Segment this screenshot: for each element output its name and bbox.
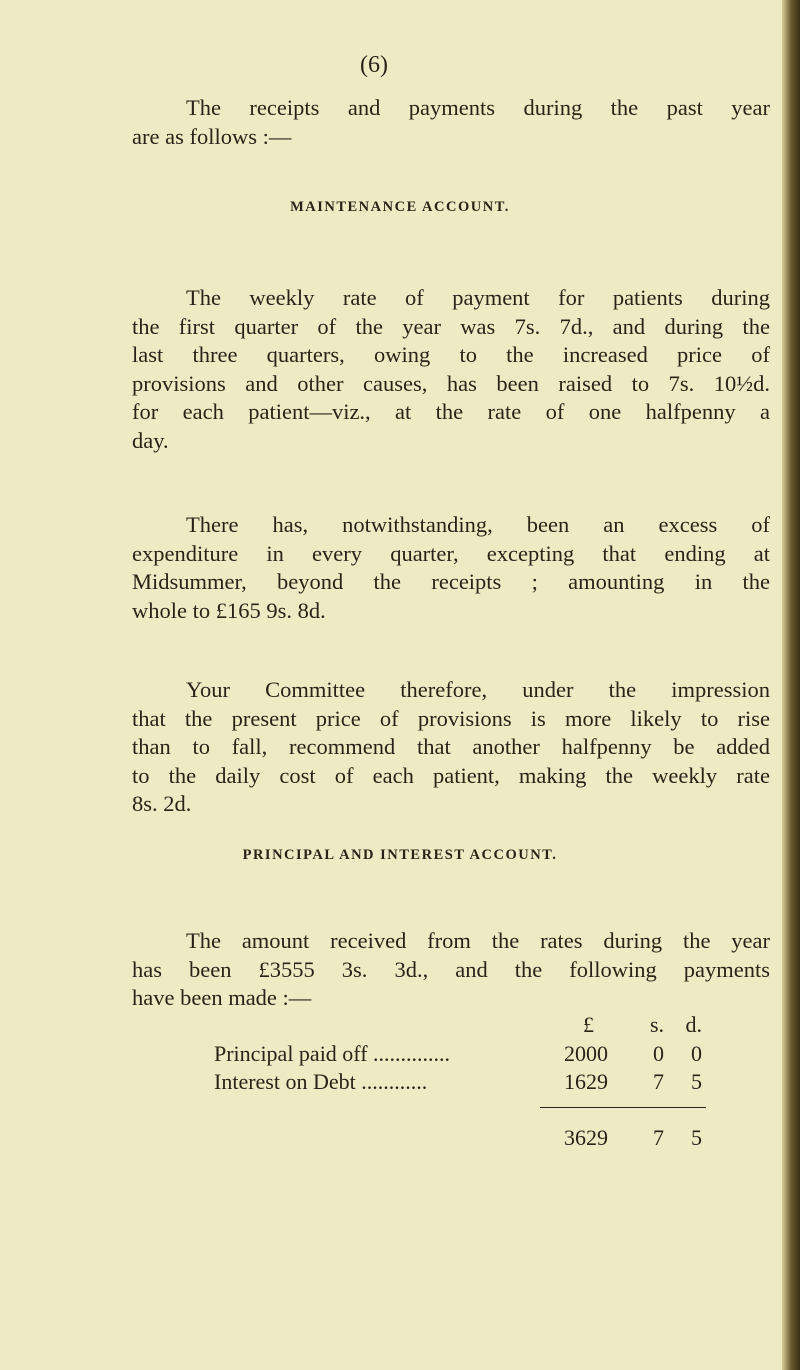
text-line: have been made :— [132,985,312,1010]
text-line: to the daily cost of each patient, making the weekly rate [132,762,770,788]
text-line: provisions and other causes, has been raised to 7s. 10½d. [132,370,770,396]
cell-pence: 5 [691,1069,702,1094]
intro-paragraph [132,94,770,151]
paragraph-excess-expenditure [132,511,770,625]
cell-pounds: 2000 [564,1041,608,1066]
text-line: The receipts and payments during the past year [186,95,770,120]
text-line: day. [132,427,169,453]
row-label: Interest on Debt ............ [214,1069,428,1094]
paragraph-committee-recommendation [132,676,770,819]
row-label: Principal paid off .............. [214,1041,451,1066]
text-line: last three quarters, owing to the increased price of [132,342,770,367]
cell-pence: 0 [691,1041,702,1066]
text-line: the first quarter of the year was 7s. 7d., and during the [132,313,770,339]
text-line: are as follows :— [132,123,292,149]
text-line: Midsummer, beyond the receipts ; amounting in the [132,569,770,594]
section-heading-principal-interest: PRINCIPAL AND INTEREST ACCOUNT. [242,847,558,863]
cell-shillings: 0 [653,1041,664,1066]
column-header-pence: d. [685,1012,702,1037]
text-line: There has, notwithstanding, been an excess of [186,512,770,537]
cell-shillings: 7 [653,1069,664,1094]
total-pence: 5 [691,1125,702,1150]
text-line: than to fall, recommend that another halfpenny be added [132,734,770,759]
total-rule [540,1107,706,1108]
text-line: The amount received from the rates during the year [186,928,770,953]
text-line: The weekly rate of payment for patients during [186,285,770,310]
page-number: (6) [360,52,388,78]
total-pounds: 3629 [564,1125,608,1150]
column-header-shillings: s. [649,1012,664,1037]
text-line: expenditure in every quarter, excepting that ending at [132,540,770,566]
text-line: has been £3555 3s. 3d., and the following payments [132,956,770,982]
text-line: that the present price of provisions is more likely to rise [132,705,770,731]
total-shillings: 7 [653,1125,664,1150]
section-heading-maintenance: MAINTENANCE ACCOUNT. [290,199,510,215]
text-line: for each patient—viz., at the rate of one halfpenny a [132,399,770,424]
column-header-pounds: £ [583,1012,594,1037]
text-line: 8s. 2d. [132,791,192,816]
text-line: whole to £165 9s. 8d. [132,597,326,623]
text-line: Your Committee therefore, under the impression [186,677,770,702]
paragraph-weekly-rate [132,284,770,455]
cell-pounds: 1629 [564,1069,608,1094]
paragraph-rates-received [132,927,770,1013]
